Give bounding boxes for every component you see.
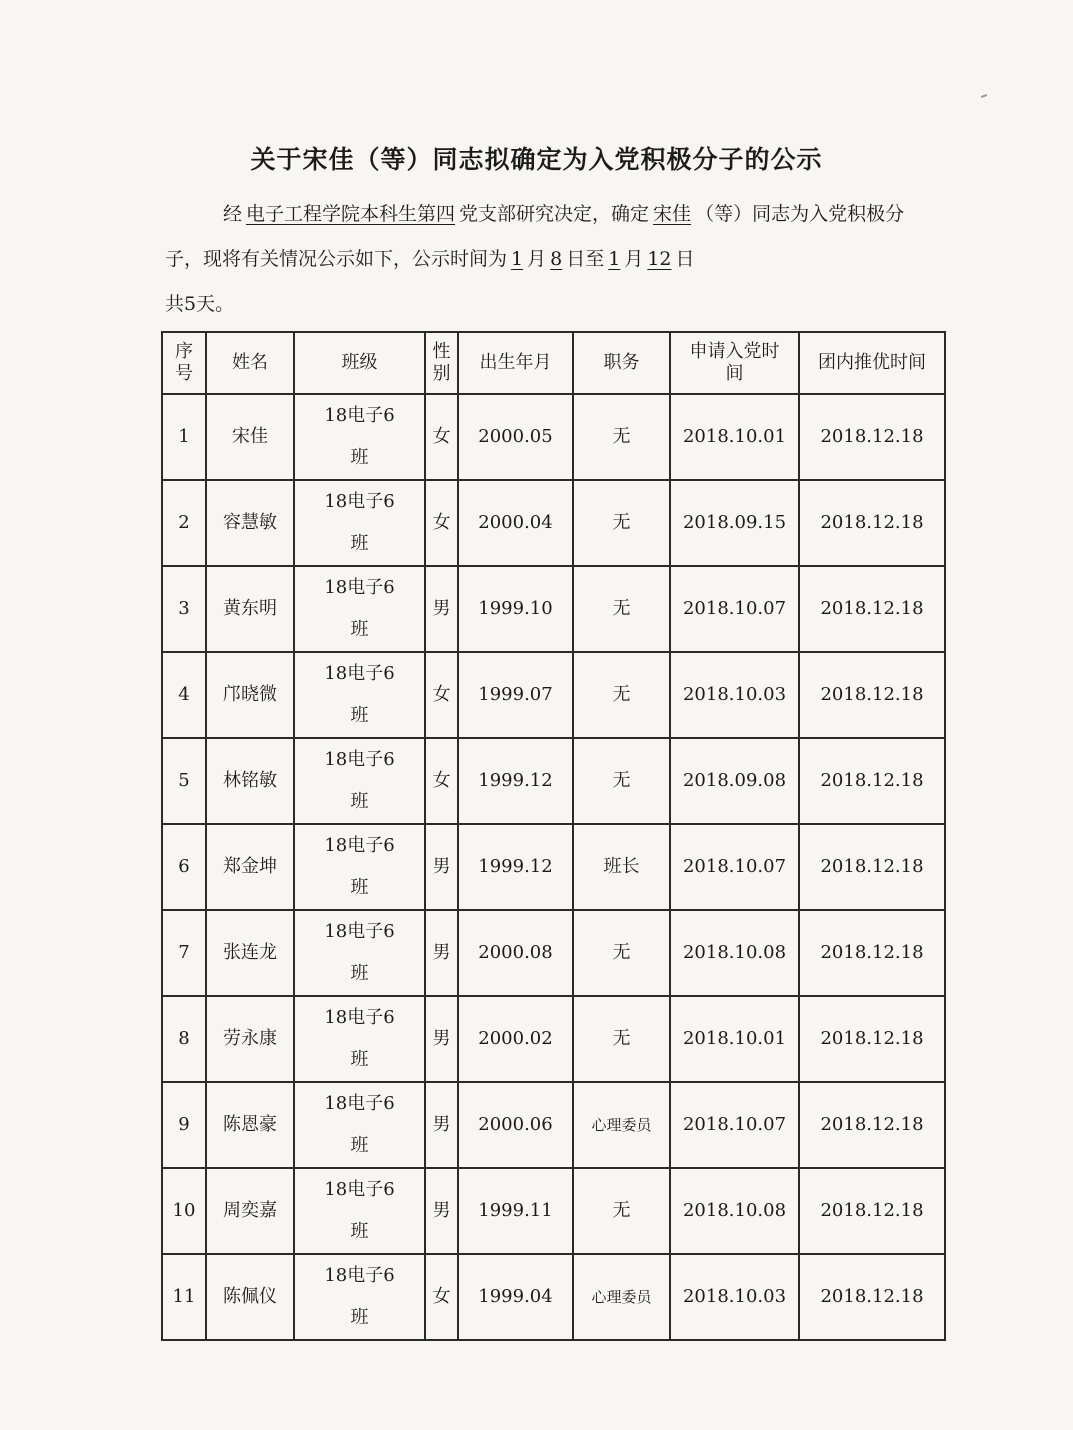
row-recommend: 2018.12.18	[799, 566, 945, 652]
page-title: 关于宋佳（等）同志拟确定为入党积极分子的公示	[250, 145, 823, 174]
row-name: 邝晓微	[206, 652, 294, 738]
row-no: 7	[162, 910, 206, 996]
row-class: 18电子6班	[294, 1082, 425, 1168]
row-no: 2	[162, 480, 206, 566]
row-recommend: 2018.12.18	[799, 910, 945, 996]
header-apply: 申请入党时间	[670, 332, 799, 394]
row-apply: 2018.10.03	[670, 1254, 799, 1340]
row-apply: 2018.10.07	[670, 566, 799, 652]
row-name: 黄东明	[206, 566, 294, 652]
row-class: 18电子6班	[294, 910, 425, 996]
row-name: 陈恩豪	[206, 1082, 294, 1168]
row-class: 18电子6班	[294, 1168, 425, 1254]
row-name: 劳永康	[206, 996, 294, 1082]
row-sex: 女	[425, 394, 458, 480]
end-day: 12	[647, 248, 672, 270]
header-name: 姓名	[206, 332, 294, 394]
row-duty: 无	[573, 566, 670, 652]
row-duty: 班长	[573, 824, 670, 910]
end-month: 1	[608, 248, 621, 270]
table-row	[162, 566, 945, 652]
row-class: 18电子6班	[294, 566, 425, 652]
table-row	[162, 910, 945, 996]
row-apply: 2018.10.03	[670, 652, 799, 738]
row-sex: 男	[425, 824, 458, 910]
row-duty: 心理委员	[573, 1254, 670, 1340]
start-month: 1	[511, 248, 524, 270]
row-birth: 2000.05	[458, 394, 573, 480]
row-name: 张连龙	[206, 910, 294, 996]
row-recommend: 2018.12.18	[799, 1168, 945, 1254]
day-char: 日	[675, 248, 695, 270]
row-birth: 2000.04	[458, 480, 573, 566]
row-birth: 1999.10	[458, 566, 573, 652]
intro-text-2: （等）同志为入党积极分子，现将有关情况公示如下，公示时间为	[165, 203, 905, 270]
row-duty: 心理委员	[573, 1082, 670, 1168]
row-class: 18电子6班	[294, 480, 425, 566]
header-class: 班级	[294, 332, 425, 394]
header-sex: 性别	[425, 332, 458, 394]
row-apply: 2018.10.07	[670, 824, 799, 910]
row-name: 宋佳	[206, 394, 294, 480]
row-duty: 无	[573, 738, 670, 824]
row-class: 18电子6班	[294, 652, 425, 738]
row-no: 3	[162, 566, 206, 652]
row-no: 10	[162, 1168, 206, 1254]
month-char-1: 月	[527, 248, 547, 270]
row-sex: 男	[425, 910, 458, 996]
notice-paragraph	[165, 192, 905, 327]
row-recommend: 2018.12.18	[799, 394, 945, 480]
row-recommend: 2018.12.18	[799, 1254, 945, 1340]
row-apply: 2018.10.07	[670, 1082, 799, 1168]
row-name: 陈佩仪	[206, 1254, 294, 1340]
activist-table	[161, 331, 946, 1341]
table-row	[162, 394, 945, 480]
day-to: 日至	[566, 248, 605, 270]
header-duty: 职务	[573, 332, 670, 394]
intro-prefix: 经	[223, 203, 243, 225]
row-no: 9	[162, 1082, 206, 1168]
row-no: 1	[162, 394, 206, 480]
row-sex: 女	[425, 652, 458, 738]
row-name: 林铭敏	[206, 738, 294, 824]
table-row	[162, 824, 945, 910]
row-name: 周奕嘉	[206, 1168, 294, 1254]
row-apply: 2018.10.08	[670, 1168, 799, 1254]
row-no: 4	[162, 652, 206, 738]
row-birth: 2000.02	[458, 996, 573, 1082]
row-birth: 1999.07	[458, 652, 573, 738]
row-duty: 无	[573, 480, 670, 566]
header-no: 序号	[162, 332, 206, 394]
row-birth: 1999.04	[458, 1254, 573, 1340]
table-header-row	[162, 332, 945, 394]
row-duty: 无	[573, 652, 670, 738]
row-no: 8	[162, 996, 206, 1082]
row-name: 郑金坤	[206, 824, 294, 910]
table-row	[162, 738, 945, 824]
row-sex: 女	[425, 1254, 458, 1340]
row-duty: 无	[573, 394, 670, 480]
row-recommend: 2018.12.18	[799, 738, 945, 824]
header-birth: 出生年月	[458, 332, 573, 394]
row-birth: 1999.12	[458, 738, 573, 824]
row-duty: 无	[573, 910, 670, 996]
row-no: 11	[162, 1254, 206, 1340]
table-row	[162, 996, 945, 1082]
row-recommend: 2018.12.18	[799, 1082, 945, 1168]
row-class: 18电子6班	[294, 996, 425, 1082]
table-row	[162, 1168, 945, 1254]
row-class: 18电子6班	[294, 738, 425, 824]
row-sex: 男	[425, 1168, 458, 1254]
header-recommend: 团内推优时间	[799, 332, 945, 394]
row-apply: 2018.10.08	[670, 910, 799, 996]
row-duty: 无	[573, 996, 670, 1082]
row-sex: 男	[425, 996, 458, 1082]
row-sex: 男	[425, 566, 458, 652]
row-class: 18电子6班	[294, 1254, 425, 1340]
branch-name: 电子工程学院本科生第四	[246, 203, 456, 225]
row-recommend: 2018.12.18	[799, 824, 945, 910]
row-birth: 2000.06	[458, 1082, 573, 1168]
row-recommend: 2018.12.18	[799, 480, 945, 566]
table-row	[162, 1082, 945, 1168]
row-no: 6	[162, 824, 206, 910]
row-sex: 男	[425, 1082, 458, 1168]
row-class: 18电子6班	[294, 394, 425, 480]
row-recommend: 2018.12.18	[799, 996, 945, 1082]
table-row	[162, 1254, 945, 1340]
table-row	[162, 480, 945, 566]
row-name: 容慧敏	[206, 480, 294, 566]
intro-text-1: 党支部研究决定，确定	[459, 203, 650, 225]
row-birth: 1999.12	[458, 824, 573, 910]
start-day: 8	[550, 248, 563, 270]
row-class: 18电子6班	[294, 824, 425, 910]
row-birth: 1999.11	[458, 1168, 573, 1254]
row-duty: 无	[573, 1168, 670, 1254]
duration-text: 共5天。	[165, 293, 235, 315]
month-char-2: 月	[624, 248, 644, 270]
table-row	[162, 652, 945, 738]
row-sex: 女	[425, 738, 458, 824]
row-apply: 2018.09.15	[670, 480, 799, 566]
row-apply: 2018.09.08	[670, 738, 799, 824]
person-name: 宋佳	[653, 203, 692, 225]
row-recommend: 2018.12.18	[799, 652, 945, 738]
row-no: 5	[162, 738, 206, 824]
row-birth: 2000.08	[458, 910, 573, 996]
row-sex: 女	[425, 480, 458, 566]
scan-speck	[981, 94, 987, 98]
row-apply: 2018.10.01	[670, 394, 799, 480]
row-apply: 2018.10.01	[670, 996, 799, 1082]
